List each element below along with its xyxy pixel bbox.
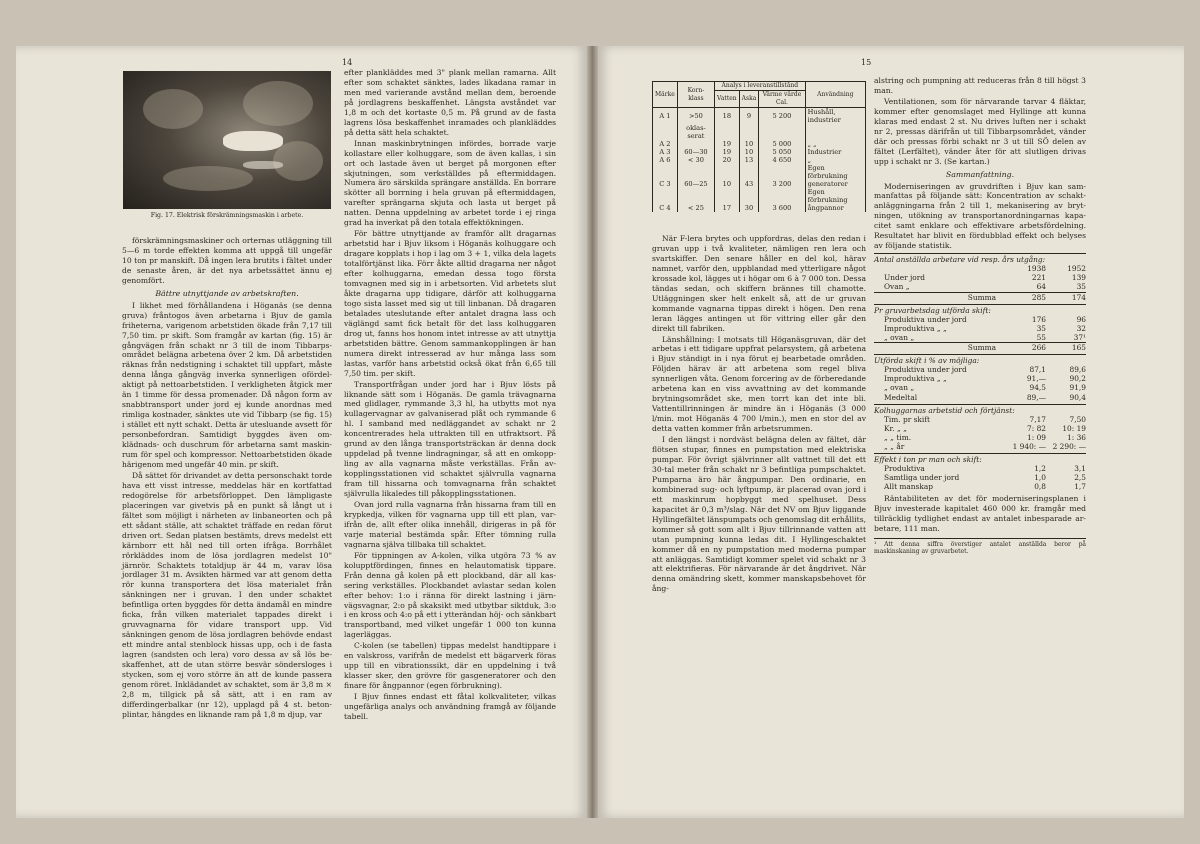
table-cell (653, 164, 678, 180)
stats-row (874, 273, 1086, 282)
stats-value: 64 (1036, 282, 1046, 292)
table-cell: < 30 (677, 156, 714, 164)
table-row (653, 188, 866, 204)
table-cell: oklas- serat (677, 124, 714, 140)
table-cell: 60—30 (677, 148, 714, 156)
stats-year-row (874, 264, 1086, 273)
stats-heading: Pr gruvarbetsdag utförda skift: (874, 304, 1086, 315)
right-page (598, 46, 1184, 818)
stats-label: Produktiva (884, 464, 925, 474)
analysis-table (652, 81, 866, 212)
paragraph: Transportfrågan under jord har i Bjuv lösts på liknande sätt som i Höganäs. De gamla trävagnarna med glidlager, rymmande 3,3 hl, ha utbytts mot nya kullagervagnar av galvaniserad plåt och rymmande 6 hl. I samband med nedläggandet av schakt nr 2 koncentrerades hela uttrakten till en utfraktsort. På grund av den långa transportsträckan är denna dock uppdelad på tvenne lindragningar, så att en omkoppling av alla vagnarna måste verkställas. Från avkopplingsstationen vid schaktet självrulla vagnarna fram till hissarna och tomvagnarna från schaktet självrulla likaledes till påkopplingsstationen. (344, 379, 556, 499)
stats-row (874, 374, 1086, 383)
right-column-2 (874, 76, 1086, 555)
stats-label: Produktiva under jord (884, 365, 967, 375)
stats-sum-row (874, 342, 1086, 352)
stats-value: 2,5 (1074, 473, 1086, 483)
table-cell: 3 600 (759, 204, 805, 212)
stats-sum-value: 266 (1031, 343, 1046, 353)
stats-label: Produktiva under jord (884, 314, 967, 324)
table-cell: A 3 (653, 148, 678, 156)
table-cell (715, 124, 740, 140)
footnote: ¹ Att denna siffra överstiger antalet anställda beror på maskinskaning av gruvarbetet. (874, 538, 1086, 555)
table-cell: 9 (739, 108, 759, 125)
paragraph: C-kolen (se tabellen) tippas medelst handtippare i en valskross, varifrån de medelst ett bägarverk föras upp till en vibrationssikt, där en uppdelning i två klasser sker, den grövre för gasgeneratorer och den finare för ångpannor (egen förbrukning). (344, 641, 556, 691)
page-number: 14 (342, 58, 353, 67)
stats-row (874, 464, 1086, 473)
table-row (653, 164, 866, 180)
left-page (16, 46, 587, 818)
stats-heading: Utförda skift i % av möjliga: (874, 354, 1086, 365)
book-gutter (587, 46, 598, 818)
table-cell (739, 188, 759, 204)
paragraph: I likhet med förhållandena i Höganäs (se denna gruva) fråntogos även arbetarna i Bjuv de gamla friheterna, varigenom arbetstiden ökade från 7,17 till 7,50 tim. pr skift. Som framgår av kartan (fig. 15) är gångvägen från schakt nr 3 till de inom Tibbarpsområdet belägna arbetena över 2 km. Då arbetstiden räknas från nedstigning i schaktet till uppfart, måste denna långa gångväg inverka synnerligen ofördelaktigt på nettoarbetstiden. I verkligheten åtgick mer än 1 timme för dessa promenader. Då någon form av snabbtransport under jord ej kunde anordnas med rimliga kostnader, sänktes ute vid Tibbarp (se fig. 15) i stället ett nytt schakt. Detta är utesluande avsett för personbefordran. Samtidigt byggdes även omklädnads- och duschrum för arbetarna samt maskinrum för spel och kompressor. Nettoarbetstiden ökade härigenom med ungefär 40 min. pr skift. (122, 300, 332, 469)
stats-value: 35 (1036, 323, 1046, 333)
stats-row (874, 324, 1086, 333)
table-header: Användning (805, 82, 865, 108)
table-cell: 17 (715, 204, 740, 212)
table-cell: Industrier (805, 148, 865, 156)
stats-value: 221 (1031, 273, 1046, 283)
stats-sum-label: Summa (967, 343, 996, 353)
page-number: 15 (861, 58, 872, 67)
stats-year: 1952 (1067, 264, 1086, 274)
table-cell: 10 (739, 148, 759, 156)
stats-row (874, 442, 1086, 451)
paragraph: Då sättet för drivandet av detta personschakt torde hava ett visst intresse, meddelas här en kortfattad redogörelse för arbetsförloppet. Den lämpligaste placeringen var givetvis på en punkt så långt ut i fältet som möjligt i närheten av linbaneorten och på ett sådant ställe, att schaktet träffade en redan förut driven ort. Sedan platsen bestämts, drevs medelst ett kärnborr ett hål ned till orten ifråga. Borrhålet rörkläddes inom de lösa jordlagren medelst 10" järnrör. Schaktets totaldjup är 44 m, varav lösa jordlager 31 m. Avsikten härmed var att genom detta rör kunna transportera det lösa materialet från sänkningen ner i gruvan. I den under schaktet befintliga orten byggdes för detta ändamål en mindre ficka, från vilken materialet tappades direkt i gruvvagnarna för vidare transport upp. Vid sänkningen genom de lösa jordlagren behövde endast ett mindre antal stenblock hissas upp, och i de fasta lagren (sandsten och lera) voro dessa av så lös beskaffenhet, att de utan större besvär söndersloges i stycken, som ej voro större än att de kunde passera genom röret. Inklädandet av schaktet, som är 3,8 m × 2,8 m, tillgick på så sätt, att i en ram av differdingerbalkar (nr 12), upplagd på 4 st. betonplintar, hängdes en liknande ram på 1,8 m djup, var (122, 470, 332, 719)
stats-year: 1938 (1027, 264, 1046, 274)
stats-row (874, 393, 1086, 402)
stats-heading: Antal anställda arbetare vid resp. års utgång: (874, 253, 1086, 264)
stats-row (874, 473, 1086, 482)
paragraph: Innan maskinbrytningen infördes, borrade varje kollastare eller kolhuggare, som de även kallas, i sin ort och lastade även ut berget på morgonen efter skjutningen, som verkställdes på eftermiddagen. Numera äro särskilda sprängare anställda. En borrare skötter all borrning i hela gruvan på eftermiddagen, varefter sprängarna skjuta och lasta ut berget på natten. Denna uppdelning av arbetet torde i ej ringa grad ha inverkat på den totala effektökningen. (344, 138, 556, 228)
stats-value: 55 (1036, 332, 1046, 342)
mine-photo (123, 71, 331, 209)
stats-value: 90,2 (1069, 374, 1086, 384)
paragraph: För tippningen av A-kolen, vilka utgöra 73 % av kolupptfördingen, finnes en helautomatisk tippare. Från denna gå kolen på ett plockband, där all kassering verkställes. Plockbandet avlastar sedan kolen efter behov: 1:o i ränna för direkt lastning i järnvägsvagnar, 2:o på skaksikt med utbytbar siktduk, 3:o i en kross och 4:o på ett i ytterändan höj- och sänkbart transportband, med vilket ungefär 1 000 ton kunna lagerläggas. (344, 550, 556, 640)
paragraph: Moderniseringen av gruvdriften i Bjuv kan sammanfattas på följande sätt: Koncentration av schaktanläggningarna från 2 till 1, mekanisering av brytningen, utökning av transportanordningarnas kapacitet samt enklare och effektivare arbetsfördelning. Resultatet har blivit en fördubblad effekt och belyses av följande statistik. (874, 181, 1086, 251)
stats-value: 3,1 (1074, 464, 1086, 474)
stats-label: Medeltal (884, 392, 918, 402)
table-cell (653, 188, 678, 204)
table-cell: 60—25 (677, 180, 714, 188)
table-row (653, 148, 866, 156)
paragraph: Ventilationen, som för närvarande tarvar 4 fläktar, kommer efter genomslaget med Hyllinge att kunna klaras med endast 2 st. Nu drives luften ner i schakt nr 2, pressas därifrån ut till Tibbarpsområdet, vänder där och pressas förbi schakt nr 3 ut till SÖ delen av fältet (Lerfältet), vänder åter för att slutligen drivas upp i schakt nr 3. (Se kartan.) (874, 96, 1086, 166)
stats-value: 35 (1076, 282, 1086, 292)
stats-value: 32 (1076, 323, 1086, 333)
table-cell (759, 188, 805, 204)
stats-label: Under jord (884, 273, 925, 283)
stats-value: 89,6 (1069, 365, 1086, 375)
table-header: Värme värde Cal. (759, 91, 805, 108)
table-cell: „ „ (805, 140, 865, 148)
stats-label: Kr. „ „ (884, 423, 907, 433)
stats-sum-value: 174 (1071, 292, 1086, 302)
stats-row (874, 365, 1086, 374)
right-column-1 (652, 234, 866, 595)
table-cell: ångpannor (805, 204, 865, 212)
table-cell: >50 (677, 108, 714, 125)
left-column-1 (122, 236, 332, 721)
stats-label: Ovan „ (884, 282, 910, 292)
stats-value: 1: 36 (1067, 432, 1086, 442)
table-group-header: Analys i leveranstillstånd (715, 82, 806, 91)
table-cell (677, 188, 714, 204)
paragraph: Länshållning: I motsats till Höganäsgruvan, där det arbetas i ett tidigare uppfrat pelarsystem, gå arbetena i Bjuv ständigt in i nya förut ej bearbetade områden. Följden härav är att arbetena som regel bliva synnerligen våta. Genom forcering av de förberedande arbetena kan en viss avvattning av det kommande brytningsområdet ske, men torrt kan det inte bli. Vattentillrinningen är mindre än i Höganäs (3 000 l/min. mot Höganäs 4 700 l/min.), men en stor del av detta vatten kommer från arbetsrummen. (652, 334, 866, 434)
table-cell: Egen förbrukning (805, 164, 865, 180)
table-header: Korn- klass (677, 82, 714, 108)
statistics-tables (874, 253, 1086, 491)
stats-value: 91,9 (1069, 383, 1086, 393)
stats-row (874, 424, 1086, 433)
table-cell: A 6 (653, 156, 678, 164)
stats-label: Improduktiva „ „ (884, 323, 947, 333)
table-cell: 5 050 (759, 148, 805, 156)
stats-value: 1,2 (1034, 464, 1046, 474)
stats-row (874, 415, 1086, 424)
stats-value: 1,7 (1074, 482, 1086, 492)
left-column-2 (344, 68, 556, 723)
stats-value: 7,50 (1069, 414, 1086, 424)
table-cell (739, 164, 759, 180)
table-cell: 19 (715, 140, 740, 148)
stats-value: 87,1 (1029, 365, 1046, 375)
table-cell: 13 (739, 156, 759, 164)
table-cell: generatorer (805, 180, 865, 188)
table-cell (805, 124, 865, 140)
stats-value: 91,— (1026, 374, 1046, 384)
stats-value: 176 (1031, 314, 1046, 324)
stats-value: 1,0 (1034, 473, 1046, 483)
stats-value: 1: 09 (1027, 432, 1046, 442)
stats-value: 7,17 (1029, 414, 1046, 424)
table-cell: C 4 (653, 204, 678, 212)
stats-label: Samtliga under jord (884, 473, 960, 483)
table-cell (715, 164, 740, 180)
table-header: Vatten (715, 91, 740, 108)
stats-value: 7: 82 (1027, 423, 1046, 433)
table-cell: 10 (739, 140, 759, 148)
stats-row (874, 333, 1086, 342)
table-cell: 20 (715, 156, 740, 164)
stats-label: „ ovan „ (884, 332, 915, 342)
table-cell (677, 140, 714, 148)
stats-value: 2 290: — (1052, 441, 1086, 451)
table-cell (759, 164, 805, 180)
table-header: Aska (739, 91, 759, 108)
paragraph: alstring och pumpning att reduceras från 8 till högst 3 man. (874, 76, 1086, 95)
table-cell: 4 650 (759, 156, 805, 164)
paragraph: efter plankläddes med 3" plank mellan ramarna. Allt efter som schaktet sänktes, lades likadana ramar in men med varierande avstånd mellan dem, beroende på jordlagrens beskaffenhet. Längsta avståndet var 1,8 m och det kortaste 0,5 m. På grund av de fasta lagrens lösa beskaffenhet inramades och plankläddes på detta sätt hela schaktet. (344, 68, 556, 137)
section-heading: Sammanfattning. (945, 169, 1015, 179)
table-row (653, 108, 866, 125)
table-cell: 3 200 (759, 180, 805, 188)
table-header: Märke (653, 82, 678, 108)
table-cell: 19 (715, 148, 740, 156)
stats-value: 139 (1071, 273, 1086, 283)
stats-label: Allt manskap (884, 482, 933, 492)
table-cell (739, 124, 759, 140)
paragraph: I Bjuv finnes endast ett fåtal kolkvaliteter, vilkas ungefärliga analys och användning framgå av följande tabell. (344, 692, 556, 721)
stats-heading: Effekt i ton pr man och skift: (874, 453, 1086, 464)
table-row (653, 204, 866, 212)
stats-sum-value: 165 (1071, 343, 1086, 353)
stats-row (874, 315, 1086, 324)
stats-label: Improduktiva „ „ (884, 374, 947, 384)
table-cell: A 1 (653, 108, 678, 125)
stats-row (874, 383, 1086, 392)
stats-value: 10: 19 (1062, 423, 1086, 433)
table-cell: „ (805, 156, 865, 164)
table-cell: Egen förbrukning (805, 188, 865, 204)
paragraph: När F-lera brytes och uppfordras, delas den redan i gruvan upp i två kvaliteter, nämligen ren lera och svartskiffer. Den senare håller en del kol, härav namnet, varför den, uppblandad med ytterligare något krossade kol, lägges ut i högar om 6 à 7 000 ton. Dessa tändas sedan, och skiffern brännes till chamotte. Utläggningen sker helt enkelt så, att de ur gruvan kommande vagnarna tippas direkt i högen. Den rena leran lägges antingen ut för vittring eller går den direkt till fabriken. (652, 234, 866, 333)
stats-value: 96 (1076, 314, 1086, 324)
stats-value: 90,4 (1069, 392, 1086, 402)
figure-caption: Fig. 17. Elektrisk förskrämningsmaskin i arbete. (150, 212, 304, 219)
table-cell: 10 (715, 180, 740, 188)
table-row (653, 124, 866, 140)
stats-label: „ ovan „ (884, 383, 915, 393)
paragraph: Räntabiliteten av det för moderniseringsplanen i Bjuv investerade kapitalet 460 000 kr. framgår med tillräcklig tydlighet endast av antalet inbesparade arbetare, 111 man. (874, 494, 1086, 534)
table-cell (715, 188, 740, 204)
stats-sum-label: Summa (967, 292, 996, 302)
section-heading: Bättre utnyttjande av arbetskraften. (155, 288, 299, 298)
stats-row (874, 433, 1086, 442)
paragraph: förskrämningsmaskiner och orternas utläggning till 5—6 m torde effekten komma att uppgå till ungefär 10 ton pr manskift. Då ingen lera brutits i fältet under de senaste åren, är det nya arbetssättet ännu ej genomfört. (122, 236, 332, 285)
stats-value: 89,— (1026, 392, 1046, 402)
table-cell: C 3 (653, 180, 678, 188)
table-cell: 18 (715, 108, 740, 125)
paragraph: I den längst i nordväst belägna delen av fältet, där flötsen stupar, finnes en pumpstation med elektriska pumpar. För övrigt självrinner allt vattnet till det ett 30-tal meter från schakt nr 3 befintliga pumpschaktet. Pumparna äro här ångpumpar. Den ordinarie, en kombinerad sug- och lyftpump, är placerad ovan jord i ett maskinrum hopbyggt med spelhuset. Dess kapacitet är 0,3 m³/slag. När det NV om Bjuv liggande Hyllingefältet länspumpats och genomslag dit erhållits, kommer så gott som allt i Bjuv tillrinnande vatten att utan pumpning kunna ledas dit. I Hyllingeschaktet kommer då en ny pumpstation med moderna pumpar att anläggas. Samtidigt kommer spelet vid schakt nr 3 att elektrifieras. För närvarande är det ångdrivet. När denna omändring skett, kommer manskapsbehovet för ång- (652, 435, 866, 594)
stats-value: 0,8 (1034, 482, 1046, 492)
table-cell: Hushåll, industrier (805, 108, 865, 125)
stats-value: 1 940: — (1012, 441, 1046, 451)
stats-row (874, 482, 1086, 491)
table-row (653, 140, 866, 148)
stats-label: „ „ år (884, 441, 905, 451)
stats-label: Tim. pr skift (884, 414, 930, 424)
paragraph: Ovan jord rulla vagnarna från hissarna fram till en krypkedja, vilken för vagnarna upp till ett plan, varifrån de, allt efter olika innehåll, dirigeras in på för varje material bestämda spår. Efter tömning rulla vagnarna själva tillbaka till schaktet. (344, 499, 556, 549)
stats-value: 94,5 (1029, 383, 1046, 393)
table-cell: A 2 (653, 140, 678, 148)
table-cell (677, 164, 714, 180)
table-cell (759, 124, 805, 140)
stats-heading: Kolhuggarnas arbetstid och förtjänst: (874, 404, 1086, 415)
table-cell (653, 124, 678, 140)
table-row (653, 156, 866, 164)
table-cell: 30 (739, 204, 759, 212)
table-cell: 5 000 (759, 140, 805, 148)
stats-row (874, 282, 1086, 291)
table-cell: 5 200 (759, 108, 805, 125)
paragraph: För bättre utnyttjande av framför allt dragarnas arbetstid har i Bjuv liksom i Höganäs kolhuggare och dragare kopplats i hop i lag om 3 + 1, vilka dela lagets totalförtjänst lika. Förr åkte alltid dragarna ner något efter kolhuggarna, emedan dessa togo första tomvagnen med sig in i arbetsorten. Vid arbetets slut åkte dragarna upp tidigare, därför att kolhuggarna togo sista lasset med sig ut till linbanan. Då dragaren betalades uteslutande efter antalet dragna lass och väglängd samt fick betalt för det lass kolhuggaren drog ut, fanns hos honom intet intresse av att utnyttja arbetstiden bättre. Genom sammankopplingen är han numera direkt intresserad av hur många lass som lastas, varför hans arbetstid också ökat från 6,65 till 7,50 tim. per skift. (344, 229, 556, 378)
stats-sum-value: 285 (1031, 292, 1046, 302)
stats-label: „ „ tim. (884, 432, 912, 442)
table-row (653, 180, 866, 188)
table-cell: 43 (739, 180, 759, 188)
stats-sum-row (874, 292, 1086, 302)
table-cell: < 25 (677, 204, 714, 212)
stats-value: 37¹ (1073, 332, 1086, 342)
